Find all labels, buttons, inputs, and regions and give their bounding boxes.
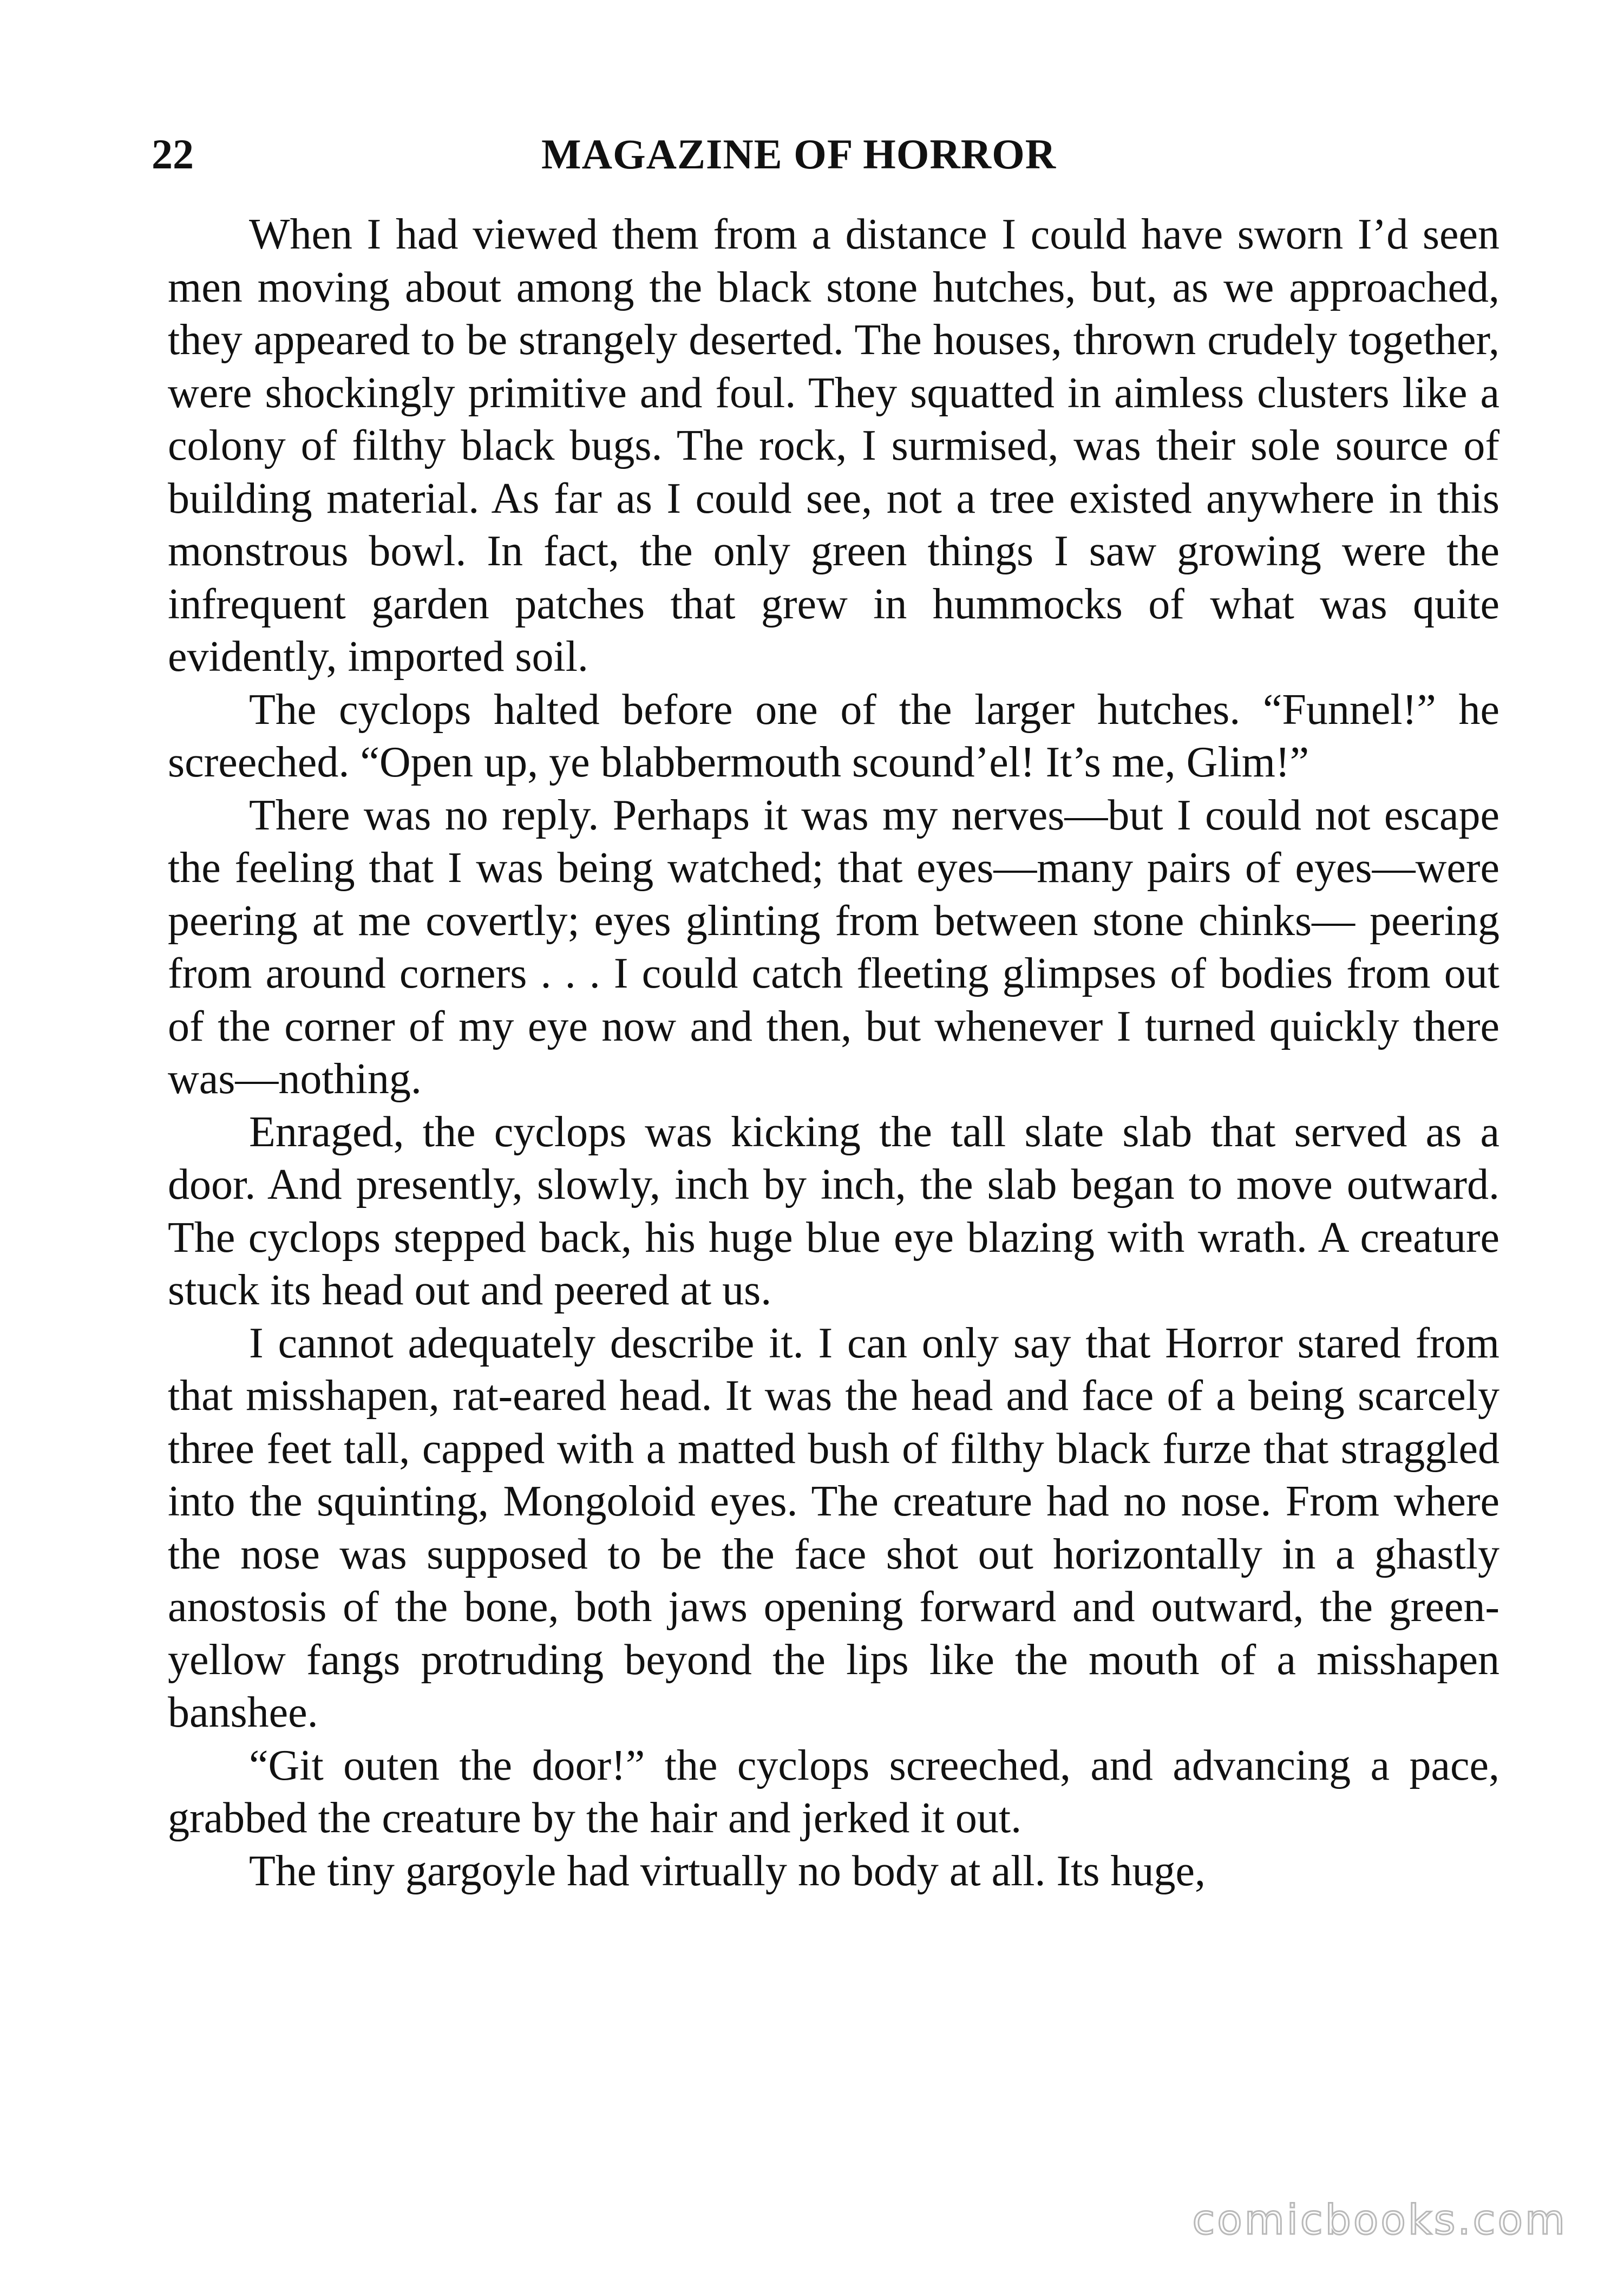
page-number: 22 [152,130,194,178]
page-header [135,122,1510,187]
paragraph: When I had viewed them from a distance I could have sworn I’d seen men moving about among the black stone hutches, but, as we approached, they appeared to be strangely deserted. The houses, thrown crudely together, were shockingly primitive and foul. They squatted in aimless clusters like a colony of filthy black bugs. The rock, I surmised, was their sole source of building material. As far as I could see, not a tree existed anywhere in this monstrous bowl. In fact, the only green things I saw growing were the infrequent garden patches that grew in hummocks of what was quite evidently, imported soil. [168,211,1499,681]
paragraph: There was no reply. Perhaps it was my nerves—but I could not escape the feeling that I was being watched; that eyes—many pairs of eyes—were peering at me covertly; eyes glinting from between stone chinks— peering from around corners . . . I could catch fleeting glimpses of bodies from out of the corner of my eye now and then, but whenever I turned quickly there was—nothing. [168,791,1499,1103]
paragraph: The cyclops halted before one of the larger hutches. “Funnel!” he screeched. “Open up, ye blabbermouth scound’el! It’s me, Glim!” [168,685,1499,786]
paragraph: The tiny gargoyle had virtually no body at all. Its huge, [249,1847,1206,1895]
paragraph: I cannot adequately describe it. I can only say that Horror stared from that misshapen, rat-eared head. It was the head and face of a being scarcely three feet tall, capped with a matted bush of filthy black furze that straggled into the squinting, Mongoloid eyes. The creature had no nose. From where the nose was supposed to be the face shot out horizontally in a ghastly anostosis of the bone, both jaws opening forward and outward, the green-yellow fangs protruding beyond the lips like the mouth of a misshapen banshee. [168,1319,1499,1736]
watermark: comicbooks.com [1192,2195,1567,2244]
story-text [168,208,1499,1898]
paragraph: “Git outen the door!” the cyclops screeched, and advancing a pace, grabbed the creature by the hair and jerked it out. [168,1741,1499,1842]
running-head: MAGAZINE OF HORROR [541,130,1057,178]
paragraph: Enraged, the cyclops was kicking the tall slate slab that served as a door. And presently, slowly, inch by inch, the slab began to move outward. The cyclops stepped back, his huge blue eye blazing with wrath. A creature stuck its head out and peered at us. [168,1108,1499,1314]
